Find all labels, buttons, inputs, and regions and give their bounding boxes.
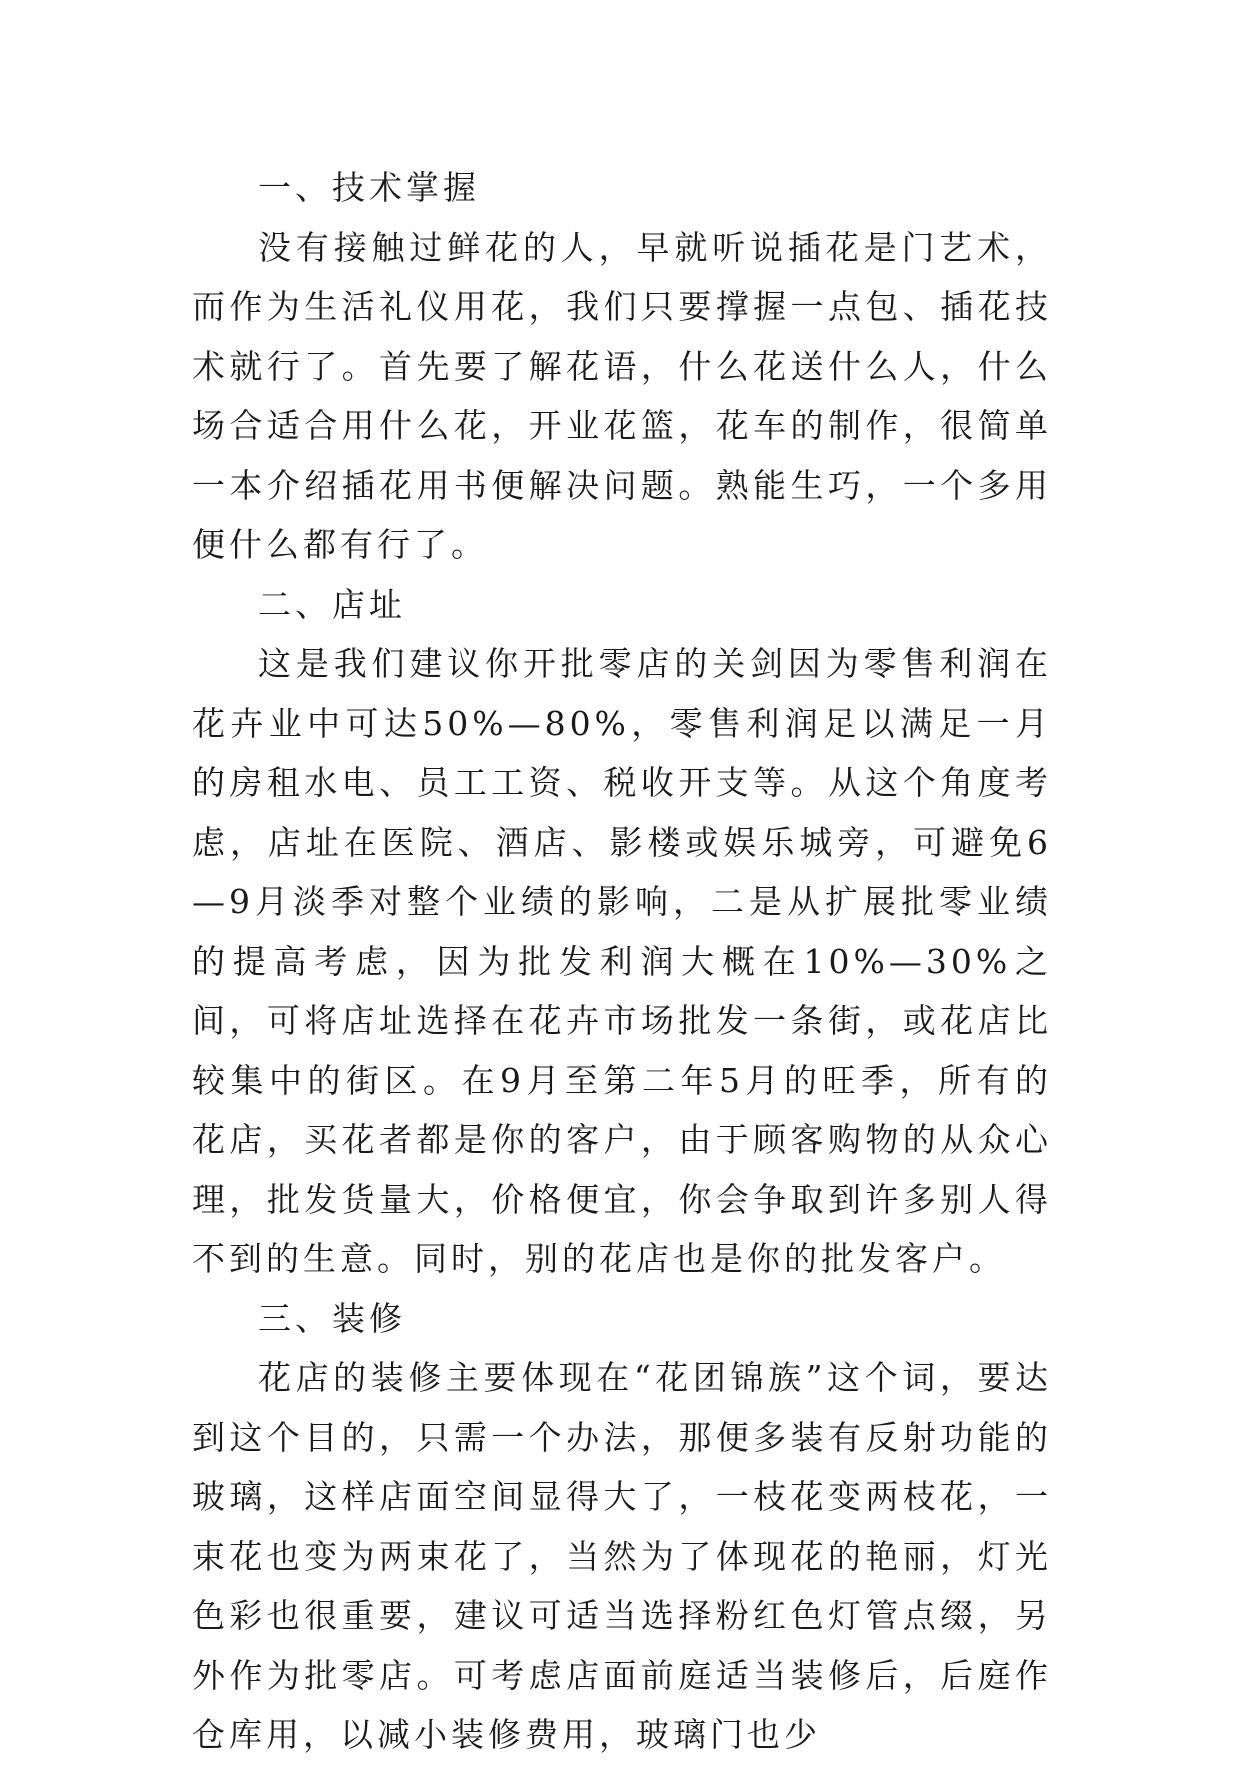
section-paragraph: 这是我们建议你开批零店的关剑因为零售利润在花卉业中可达50%—80%，零售利润足以满足一月的房租水电、员工工资、税收开支等。从这个角度考虑，店址在医院、酒店、影楼或娱乐城旁，可避免6—9月淡季对整个业绩的影响，二是从扩展批零业绩的提高考虑，因为批发利润大概在10%—30%之间，可将店址选择在花卉市场批发一条街，或花店比较集中的街区。在9月至第二年5月的旺季，所有的花店，买花者都是你的客户，由于顾客购物的从众心理，批发货量大，价格便宜，你会争取到许多别人得不到的生意。同时，别的花店也是你的批发客户。 bbox=[192, 644, 1052, 1278]
section-heading: 三、装修 bbox=[258, 1298, 406, 1338]
section-heading: 一、技术掌握 bbox=[258, 168, 480, 207]
section-location bbox=[192, 575, 1052, 1289]
section-paragraph: 花店的装修主要体现在“花团锦族”这个词，要达到这个目的，只需一个办法，那便多装有反射功能的玻璃，这样店面空间显得大了，一枝花变两枝花，一束花也变为两束花了，当然为了体现花的艳丽，灯光色彩也很重要，建议可适当选择粉红色灯管点缀，另外作为批零店。可考虑店面前庭适当装修后，后庭作仓库用，以减小装修费用，玻璃门也少 bbox=[192, 1358, 1052, 1754]
section-paragraph: 没有接触过鲜花的人，早就听说插花是门艺术，而作为生活礼仪用花，我们只要撑握一点包、插花技术就行了。首先要了解花语，什么花送什么人，什么场合适合用什么花，开业花篮，花车的制作，很简单一本介绍插花用书便解决问题。熟能生巧，一个多用便什么都有行了。 bbox=[192, 227, 1052, 564]
section-decoration bbox=[192, 1289, 1052, 1765]
section-technique bbox=[192, 158, 1052, 575]
document-body bbox=[192, 158, 1052, 1765]
section-heading: 二、店址 bbox=[258, 584, 406, 624]
